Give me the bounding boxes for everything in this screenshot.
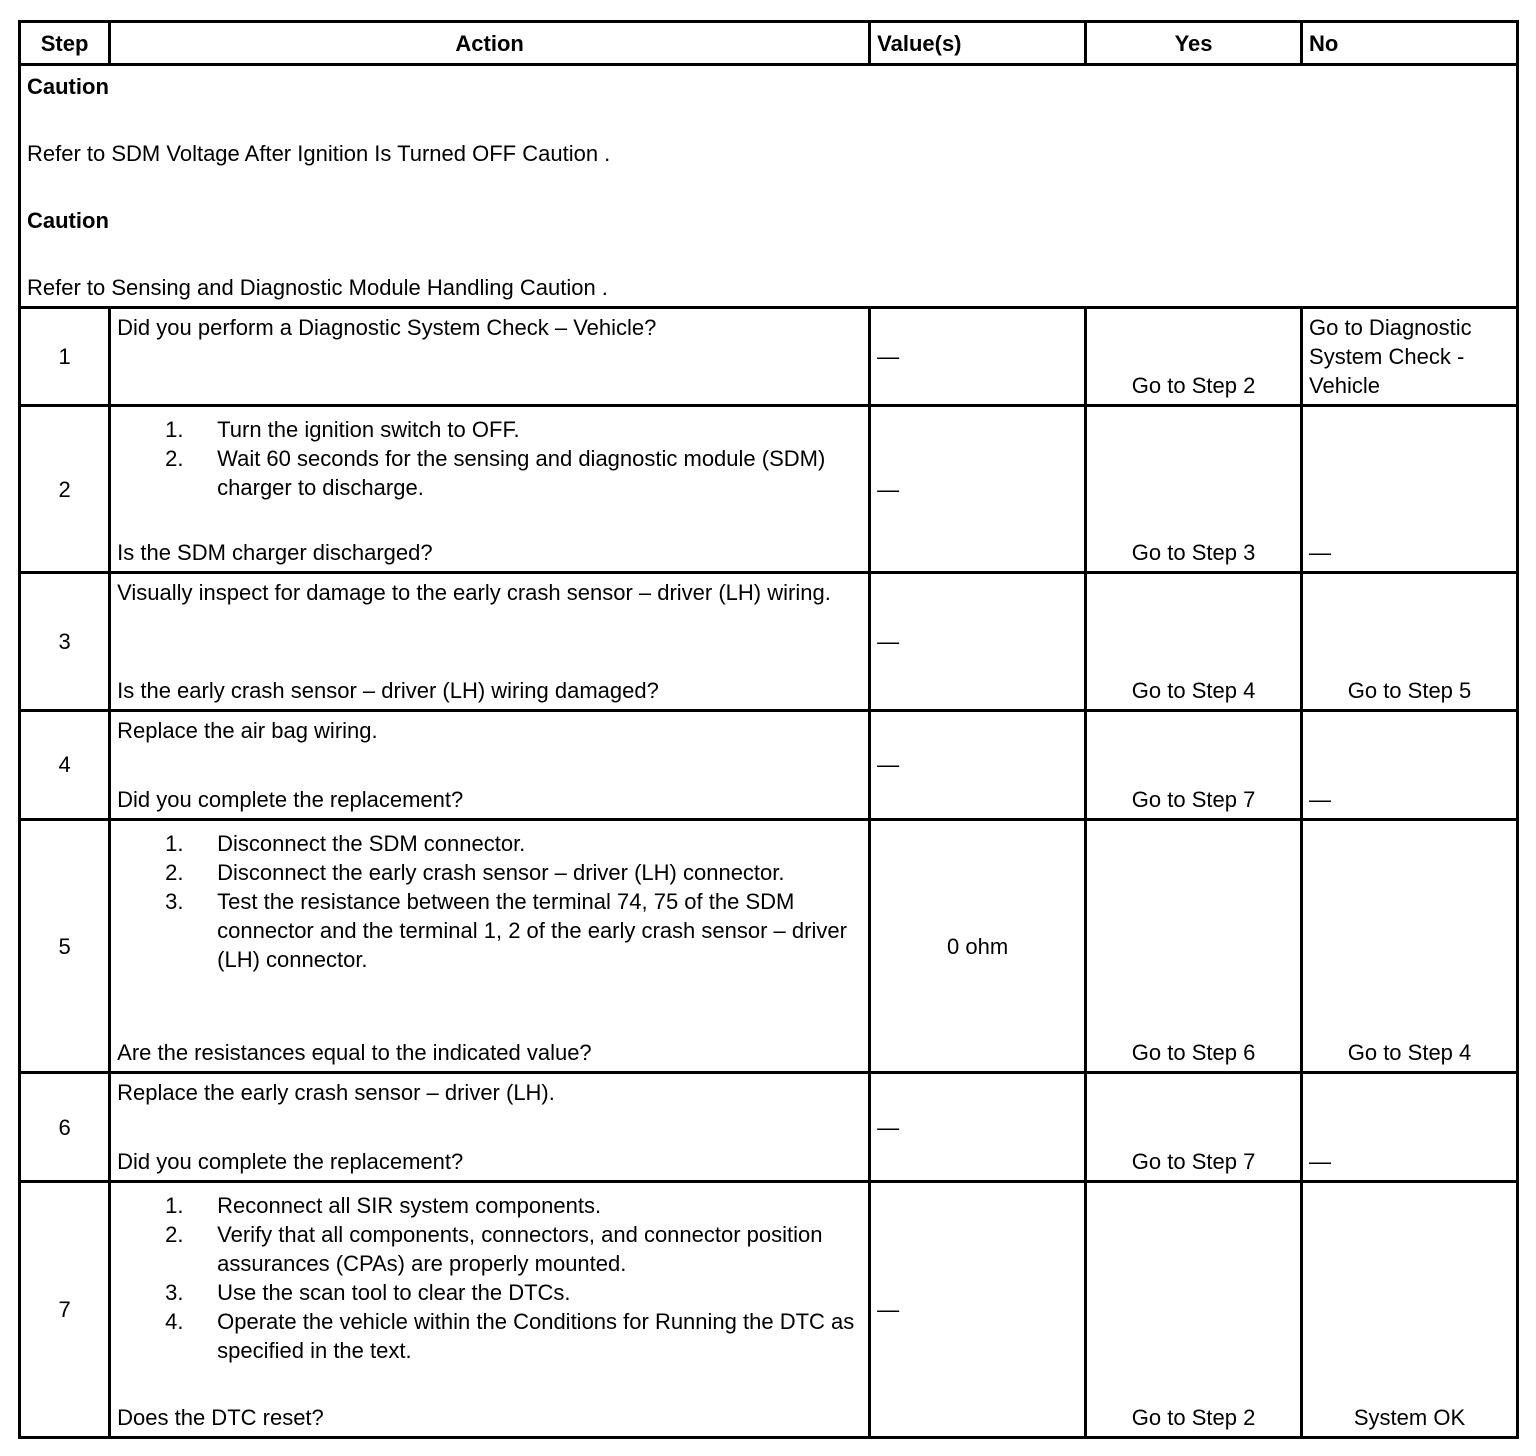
no-cell: System OK: [1302, 1181, 1518, 1437]
value-cell: —: [870, 406, 1086, 572]
action-cell: [110, 308, 870, 406]
table-row: [20, 820, 1518, 1073]
step-number: 7: [20, 1181, 110, 1437]
no-cell: —: [1302, 710, 1518, 819]
list-item: 4. Operate the vehicle within the Conditions for Running the DTC as specified in the text.: [165, 1308, 855, 1363]
diagnostic-table: [18, 20, 1519, 1439]
header-values: Value(s): [870, 22, 1086, 65]
action-list: [117, 415, 862, 502]
list-item: 3. Use the scan tool to clear the DTCs.: [165, 1279, 571, 1305]
yes-cell: Go to Step 7: [1086, 710, 1302, 819]
action-cell: [110, 572, 870, 710]
action-cell: [110, 1181, 870, 1437]
action-intro: Replace the early crash sensor – driver (LH).: [117, 1080, 555, 1106]
list-item: 1. Disconnect the SDM connector.: [165, 831, 526, 857]
no-cell: Go to Step 4: [1302, 820, 1518, 1073]
table-row: [20, 406, 1518, 572]
value-cell: —: [870, 1181, 1086, 1437]
step-number: 3: [20, 572, 110, 710]
header-no: No: [1302, 22, 1518, 65]
no-cell: Go to Diagnostic System Check - Vehicle: [1302, 308, 1518, 406]
list-item: 2. Wait 60 seconds for the sensing and diagnostic module (SDM) charger to discharge.: [165, 446, 826, 501]
list-item: 1. Reconnect all SIR system components.: [165, 1192, 602, 1218]
yes-cell: Go to Step 3: [1086, 406, 1302, 572]
no-cell: —: [1302, 1073, 1518, 1181]
yes-cell: Go to Step 4: [1086, 572, 1302, 710]
caution-row: [20, 65, 1518, 308]
step-number: 4: [20, 710, 110, 819]
action-question: Is the SDM charger discharged?: [117, 539, 433, 565]
action-cell: [110, 710, 870, 819]
table-row: [20, 1181, 1518, 1437]
header-yes: Yes: [1086, 22, 1302, 65]
caution-title: Caution: [27, 74, 109, 99]
table-row: [20, 308, 1518, 406]
header-action: Action: [110, 22, 870, 65]
caution-text: Refer to SDM Voltage After Ignition Is Turned OFF Caution .: [27, 141, 611, 166]
value-cell: —: [870, 308, 1086, 406]
action-question: Does the DTC reset?: [117, 1405, 324, 1430]
list-item: 3. Test the resistance between the terminal 74, 75 of the SDM connector and the terminal 1, 2 of the early crash sensor – driver (LH) connector.: [165, 889, 847, 973]
yes-cell: Go to Step 7: [1086, 1073, 1302, 1181]
action-cell: [110, 406, 870, 572]
list-item: 2. Disconnect the early crash sensor – driver (LH) connector.: [165, 860, 785, 886]
value-cell: —: [870, 1073, 1086, 1181]
table-row: [20, 1073, 1518, 1181]
value-cell: 0 ohm: [870, 820, 1086, 1073]
list-item: 1. Turn the ignition switch to OFF.: [165, 417, 520, 443]
no-cell: —: [1302, 406, 1518, 572]
value-cell: —: [870, 710, 1086, 819]
action-list: [117, 829, 862, 974]
no-cell: Go to Step 5: [1302, 572, 1518, 710]
step-number: 1: [20, 308, 110, 406]
action-intro: Did you perform a Diagnostic System Check – Vehicle?: [117, 315, 657, 341]
action-list: [117, 1191, 862, 1365]
header-row: [20, 22, 1518, 65]
yes-cell: Go to Step 2: [1086, 1181, 1302, 1437]
yes-cell: Go to Step 6: [1086, 820, 1302, 1073]
action-question: Are the resistances equal to the indicated value?: [117, 1040, 592, 1066]
step-number: 6: [20, 1073, 110, 1181]
table-row: [20, 710, 1518, 819]
yes-cell: Go to Step 2: [1086, 308, 1302, 406]
list-item: 2. Verify that all components, connectors, and connector position assurances (CPAs) are properly mounted.: [165, 1221, 823, 1276]
caution-title: Caution: [27, 208, 109, 233]
value-cell: —: [870, 572, 1086, 710]
action-question: Did you complete the replacement?: [117, 787, 464, 813]
action-question: Did you complete the replacement?: [117, 1148, 464, 1174]
step-number: 5: [20, 820, 110, 1073]
action-intro: Replace the air bag wiring.: [117, 717, 378, 743]
table-row: [20, 572, 1518, 710]
caution-text: Refer to Sensing and Diagnostic Module Handling Caution .: [27, 275, 608, 300]
header-step: Step: [20, 22, 110, 65]
caution-cell: [20, 65, 1518, 308]
action-cell: [110, 820, 870, 1073]
step-number: 2: [20, 406, 110, 572]
action-cell: [110, 1073, 870, 1181]
action-question: Is the early crash sensor – driver (LH) wiring damaged?: [117, 677, 659, 703]
action-intro: Visually inspect for damage to the early crash sensor – driver (LH) wiring.: [117, 579, 831, 605]
